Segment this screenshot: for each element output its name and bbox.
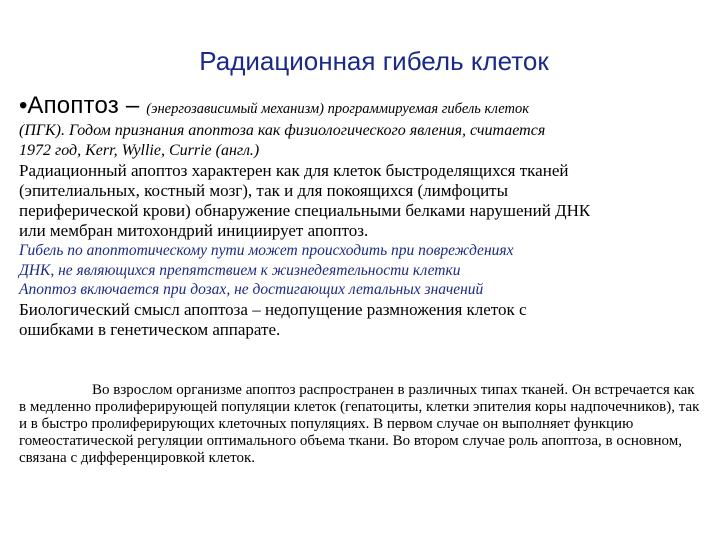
bullet-dash: – — [118, 92, 147, 119]
bullet-marker: • — [19, 92, 28, 119]
bullet-line — [19, 91, 704, 121]
highlighted-line: ДНК, не являющихся препятствием к жизнедеятельности клетки — [19, 261, 461, 279]
radiation-apoptosis-text — [19, 161, 704, 241]
apoptosis-paragraph — [19, 382, 704, 467]
definition-line: 1972 год, Kerr, Wyllie, Currie (англ.) — [19, 142, 260, 159]
slide-content — [19, 91, 704, 340]
text-line: Радиационный апоптоз характерен как для клеток быстроделящихся тканей — [19, 161, 569, 180]
bullet-definition: (энергозависимый механизм) программируемая гибель клеток — [146, 101, 530, 117]
definition-line: (ПГК). Годом признания апоптоза как физиологического явления, считается — [19, 122, 546, 139]
biological-meaning-text — [19, 300, 704, 340]
bullet-term: Апоптоз — [27, 92, 119, 119]
text-line: или мембран митохондрий инициирует апоптоз. — [19, 221, 369, 240]
definition-continuation — [19, 121, 704, 161]
highlighted-line: Гибель по апоптотическому пути может происходить при повреждениях — [19, 242, 514, 259]
text-line: периферической крови) обнаружение специальными белками нарушений ДНК — [19, 201, 591, 220]
paragraph-text: Во взрослом организме апоптоз распространен в различных типах тканей. Он встречается как в медленно пролиферирующей популяции клеток (гепатоциты, клетки эпителия коры надпочечников), так и в быстро пролиферирующих клеточных популяциях. В первом случае он выполняет функцию гомеостатической регуляции оптимального объема ткани. Во втором случае роль апоптоза, в основном, связана с дифференцировкой клеток. — [19, 382, 700, 466]
highlighted-statements — [19, 241, 704, 300]
text-line: (эпителиальных, костный мозг), так и для покоящихся (лимфоциты — [19, 181, 509, 200]
text-line: Биологический смысл апоптоза – недопущение размножения клеток с — [19, 299, 527, 319]
slide-title: Радиационная гибель клеток — [199, 46, 549, 76]
highlighted-line: Апоптоз включается при дозах, не достигающих летальных значений — [19, 281, 484, 298]
text-line: ошибками в генетическом аппарате. — [19, 319, 281, 339]
